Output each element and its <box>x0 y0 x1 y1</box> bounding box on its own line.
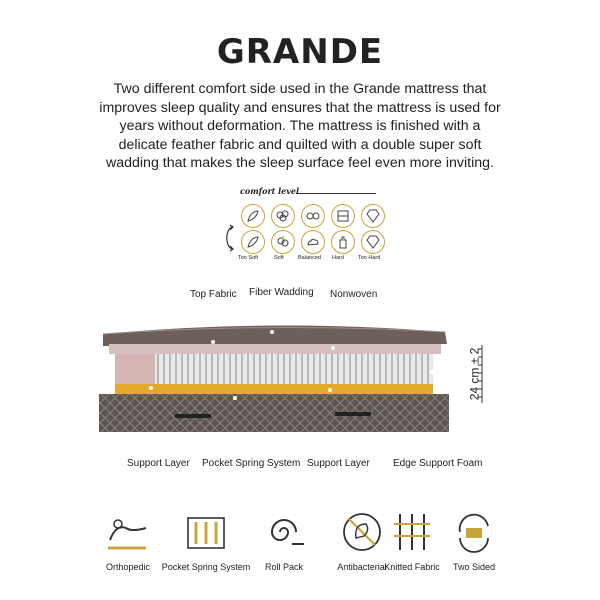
cycle-arrows-icon <box>222 224 236 252</box>
orthopedic-icon <box>106 510 150 554</box>
level-name-balanced: Balanced <box>298 255 321 261</box>
roll-pack-icon <box>262 510 306 554</box>
level-name-too-soft: Too Soft <box>238 255 259 261</box>
label-support-layer-right: Support Layer <box>307 458 370 469</box>
feature-label-roll-pack: Roll Pack <box>264 562 303 572</box>
level-name-hard: Hard <box>332 255 344 261</box>
knitted-fabric-icon <box>390 510 434 554</box>
label-nonwoven: Nonwoven <box>330 289 378 300</box>
comfort-level-panel <box>222 182 382 272</box>
feature-label-antibacterial: Antibacterial <box>337 562 387 572</box>
comfort-leaf-icon <box>240 230 266 254</box>
level-name-soft: Soft <box>274 255 284 261</box>
feature-pocket-spring <box>161 510 251 572</box>
label-top-fabric: Top Fabric <box>190 289 237 300</box>
two-sided-icon <box>452 510 496 554</box>
mattress-cross-section <box>95 318 460 440</box>
comfort-level-too-soft-icon <box>240 204 266 228</box>
feature-two-sided <box>434 510 514 572</box>
product-description: Two different comfort side used in the Grande mattress that improves sleep quality and ensures that the mattress is used for years without deformation. The mattress is finished with a delicate feather fabric and quilted with a double super soft wadding that makes the sleep surface feel even more inviting. <box>99 81 501 172</box>
feature-label-pocket-spring: Pocket Spring System <box>161 562 251 572</box>
product-title: GRANDE <box>216 32 384 72</box>
comfort-level-label: comfort level <box>240 186 300 196</box>
comfort-level-too-hard-icon <box>360 204 386 228</box>
comfort-level-soft-icon <box>270 204 296 228</box>
comfort-diamond-icon <box>360 230 386 254</box>
comfort-divider <box>296 193 376 194</box>
feature-label-knitted-fabric: Knitted Fabric <box>384 562 440 572</box>
comfort-hand-icon <box>330 230 356 254</box>
height-label: 24 cm ± 2 <box>467 347 482 401</box>
feature-row <box>0 510 600 590</box>
comfort-level-balanced-icon <box>300 204 326 228</box>
comfort-cotton-pressed-icon <box>270 230 296 254</box>
spring-icon <box>184 510 228 554</box>
feature-label-orthopedic: Orthopedic <box>105 562 151 572</box>
label-edge-support-foam: Edge Support Foam <box>393 458 483 469</box>
comfort-cloud-icon <box>300 230 326 254</box>
label-pocket-spring-system: Pocket Spring System <box>202 458 301 469</box>
label-fiber-wadding: Fiber Wadding <box>249 287 314 298</box>
feature-roll-pack <box>244 510 324 572</box>
feature-orthopedic <box>88 510 168 572</box>
level-name-too-hard: Too Hard <box>358 255 381 261</box>
label-support-layer-left: Support Layer <box>127 458 190 469</box>
feature-label-two-sided: Two Sided <box>452 562 496 572</box>
comfort-level-hard-icon <box>330 204 356 228</box>
